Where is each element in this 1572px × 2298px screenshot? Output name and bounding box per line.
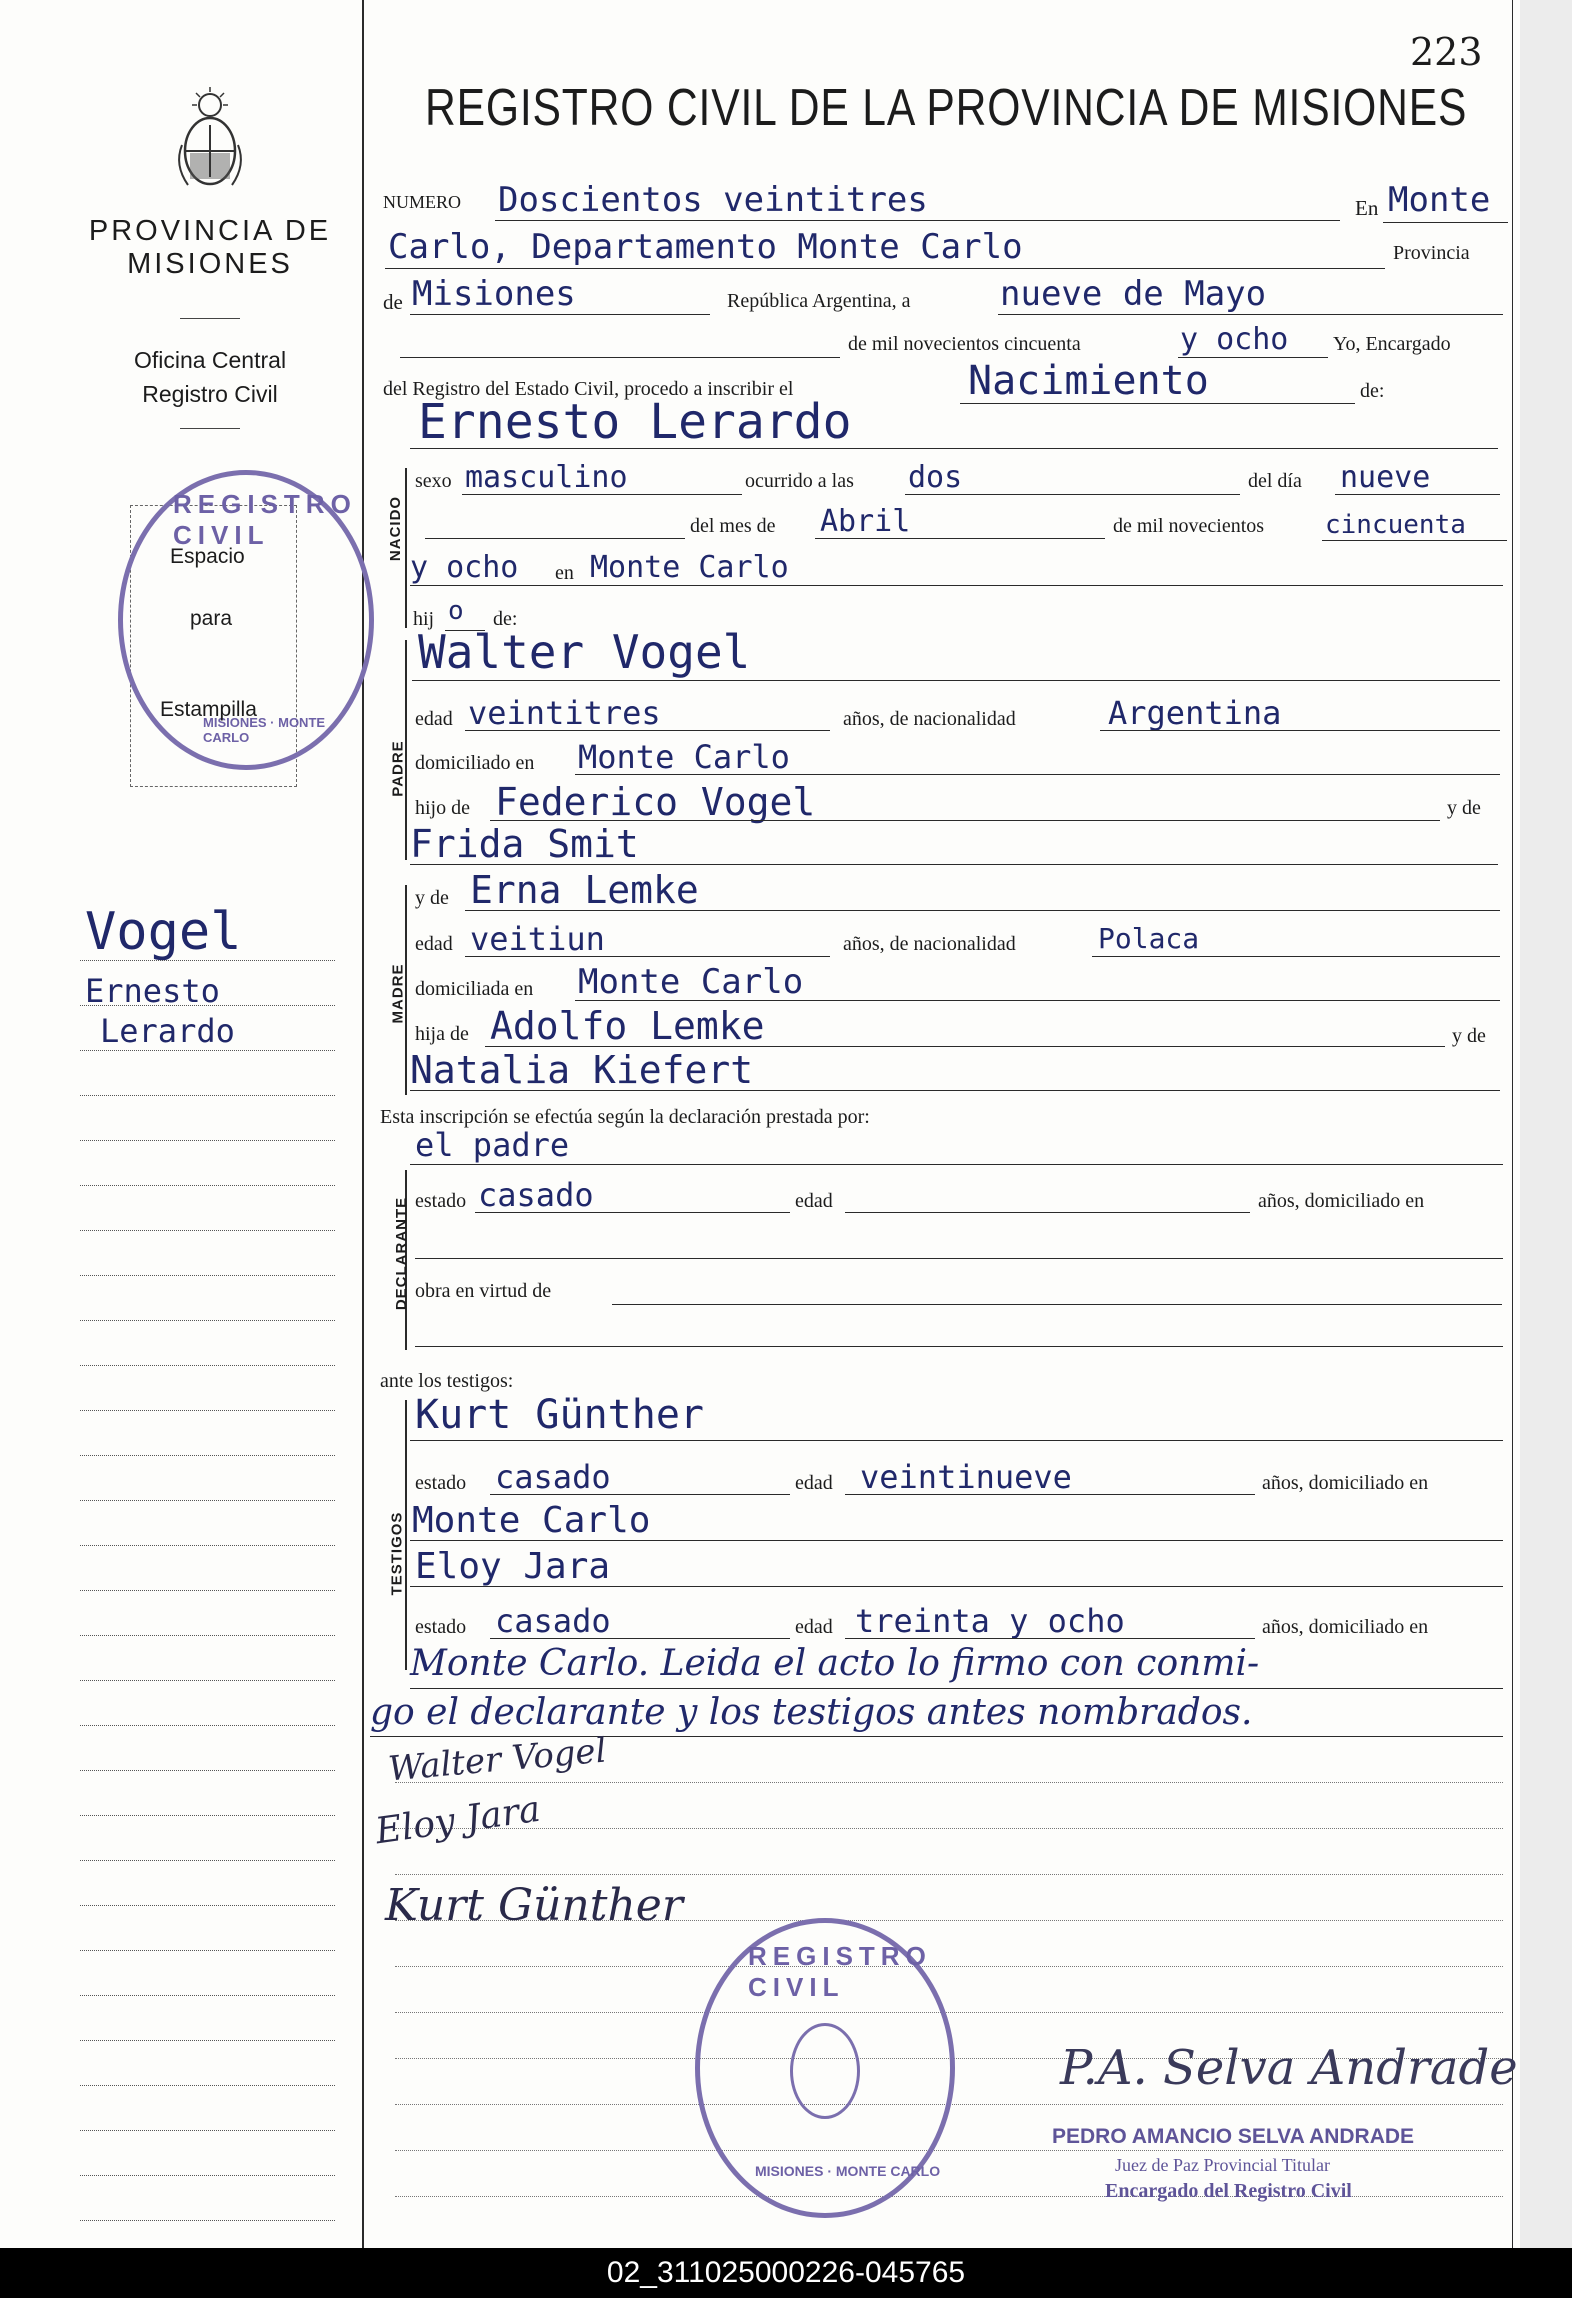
signature-kurt-gunther: Kurt Günther [385, 1880, 683, 1931]
field-padre-nombre: Walter Vogel [418, 625, 751, 679]
official-title1: Juez de Paz Provincial Titular [1115, 2155, 1330, 2175]
line-numero [495, 220, 1340, 221]
line-cierre1 [410, 1688, 1503, 1689]
line-madre-edad [465, 956, 830, 957]
province-line1: PROVINCIA DE [88, 215, 332, 247]
line-nombre [410, 448, 1498, 449]
section-label-testigos: TESTIGOS [388, 1511, 406, 1596]
stub-divider [180, 318, 240, 319]
line-madre-padre [485, 1046, 1445, 1047]
label-madre-y-de: y de [415, 887, 449, 909]
line-declarante-estado [475, 1212, 790, 1213]
line-testigo1 [410, 1440, 1503, 1441]
line-lugar2 [385, 268, 1385, 269]
field-padre-padre: Federico Vogel [495, 780, 816, 824]
stamp-label-espacio: Espacio [170, 545, 245, 568]
field-madre-padre: Adolfo Lemke [490, 1004, 765, 1048]
registry-seal-stamp [118, 470, 374, 770]
field-madre-dom: Monte Carlo [578, 962, 804, 1002]
label-padre-y-de: y de [1447, 797, 1481, 819]
line-madre-nombre [465, 910, 1500, 911]
field-nombre-nacido: Ernesto Lerardo [418, 394, 852, 450]
line-declarante [410, 1164, 1503, 1165]
label-republica: República Argentina, a [727, 290, 911, 312]
office-line1: Oficina Central [133, 347, 287, 373]
label-de-colon: de: [1360, 380, 1385, 402]
label-en-lower: en [555, 562, 574, 584]
stamp-label-para: para [190, 607, 233, 630]
field-dia: nueve [1340, 460, 1431, 495]
label-declarante-estado: estado [415, 1190, 467, 1212]
document-title: REGISTRO CIVIL DE LA PROVINCIA DE MISIONES [425, 79, 1468, 137]
field-testigo2-edad: treinta y ocho [855, 1602, 1125, 1640]
field-padre-edad: veintitres [468, 694, 661, 732]
label-declarante-edad: edad [795, 1190, 833, 1212]
label-yo-encargado: Yo, Encargado [1333, 333, 1451, 355]
registry-seal-stamp-bottom [695, 1918, 955, 2218]
field-padre-dom: Monte Carlo [578, 738, 790, 776]
field-provincia: Misiones [412, 274, 576, 314]
field-acto: Nacimiento [968, 358, 1209, 404]
line-testigo1-dom [410, 1540, 1503, 1541]
section-bar-nacido [405, 468, 407, 628]
signature-walter-vogel: Walter Vogel [386, 1730, 608, 1790]
field-cierre2: go el declarante y los testigos antes nombrados. [370, 1692, 1253, 1733]
label-padre-dom: domiciliado en [415, 752, 535, 774]
label-madre-edad: edad [415, 933, 453, 955]
stub-divider [180, 428, 240, 429]
line-padre-padre [490, 820, 1440, 821]
label-esta-inscripcion: Esta inscripción se efectúa según la declaración prestada por: [380, 1106, 870, 1128]
label-sexo: sexo [415, 470, 452, 492]
label-testigo2-estado: estado [415, 1616, 467, 1638]
field-madre-edad: veitiun [470, 920, 605, 958]
label-padre-hijo-de: hijo de [415, 797, 470, 819]
label-madre-dom: domiciliada en [415, 978, 534, 1000]
label-testigo1-edad: edad [795, 1472, 833, 1494]
field-madre-nac: Polaca [1098, 922, 1200, 955]
line-obra2 [415, 1346, 1503, 1347]
line-obra [612, 1304, 1502, 1305]
line-declarante-domicilio [415, 1258, 1503, 1259]
footer-code: 02_311025000226-045765 [606, 2256, 966, 2289]
folio-number: 223 [1410, 30, 1483, 74]
line-madre-dom [575, 1000, 1500, 1001]
label-declarante-domiciliado: años, domiciliado en [1258, 1190, 1425, 1212]
line-declarante-edad [845, 1212, 1250, 1213]
line-padre-nombre [412, 680, 1500, 681]
field-testigo2-estado: casado [495, 1602, 611, 1640]
footer-code-bar [0, 2248, 1572, 2298]
line-blank-nacido [425, 538, 685, 539]
signature-official: P.A. Selva Andrade [1060, 2040, 1518, 2096]
label-testigo2-edad: edad [795, 1616, 833, 1638]
field-testigo1-dom: Monte Carlo [412, 1500, 651, 1541]
label-ante-testigos: ante los testigos: [380, 1370, 514, 1392]
official-name: PEDRO AMANCIO SELVA ANDRADE [1052, 2125, 1415, 2148]
field-mes: Abril [820, 504, 911, 539]
line-padre-edad [465, 730, 830, 731]
line-lugar-nac [410, 585, 1503, 586]
field-lugar2: Carlo, Departamento Monte Carlo [388, 227, 1023, 267]
label-del-dia: del día [1248, 470, 1302, 492]
field-testigo1: Kurt Günther [415, 1392, 704, 1438]
office-line2: Registro Civil [142, 381, 278, 407]
label-testigo1-estado: estado [415, 1472, 467, 1494]
field-madre-madre: Natalia Kiefert [410, 1048, 754, 1092]
label-testigo1-domiciliado: años, domiciliado en [1262, 1472, 1429, 1494]
label-padre-edad: edad [415, 708, 453, 730]
province-line2: MISIONES [127, 248, 293, 280]
section-label-padre: PADRE [389, 740, 407, 797]
label-madre-nac: años, de nacionalidad [843, 933, 1016, 955]
stub-separator [362, 0, 364, 2248]
line-madre-madre [410, 1090, 1500, 1091]
label-de: de [383, 290, 403, 314]
line-testigo2-edad [845, 1638, 1255, 1639]
official-title2: Encargado del Registro Civil [1105, 2180, 1352, 2202]
field-anio: y ocho [1180, 322, 1289, 357]
label-provincia: Provincia [1393, 242, 1470, 264]
field-fecha: nueve de Mayo [1000, 274, 1267, 314]
label-testigo2-domiciliado: años, domiciliado en [1262, 1616, 1429, 1638]
line-testigo1-estado [490, 1494, 790, 1495]
page-right-border [1512, 0, 1513, 2248]
line-testigo2-estado [490, 1638, 790, 1639]
stub-name1: Ernesto [85, 972, 220, 1010]
seal-bottom-text: MISIONES · MONTE CARLO [203, 715, 326, 745]
line-lugar1 [1383, 222, 1508, 223]
line-padre-madre [410, 864, 1498, 865]
line-acto [960, 403, 1355, 404]
field-anio-nac1: cincuenta [1325, 510, 1466, 540]
line-dia [1335, 494, 1500, 495]
line-anio-nac1 [1322, 540, 1507, 541]
seal-bottom-top-text: REGISTRO CIVIL [748, 1941, 932, 2002]
field-sexo: masculino [465, 460, 628, 495]
signature-eloy-jara: Eloy Jara [372, 1788, 543, 1853]
label-numero: NUMERO [383, 192, 462, 212]
section-label-madre: MADRE [389, 963, 407, 1024]
line-padre-dom [575, 774, 1500, 775]
field-testigo1-estado: casado [495, 1458, 611, 1496]
field-lugar1: Monte [1388, 180, 1491, 220]
seal-coat-icon [790, 2023, 860, 2119]
field-madre-nombre: Erna Lemke [470, 868, 699, 912]
label-madre-y-de2: y de [1452, 1025, 1486, 1047]
coat-of-arms-icon [168, 85, 252, 195]
seal-bottom-text2: MISIONES · MONTE CARLO [755, 2163, 941, 2179]
field-hijo-sufijo: o [448, 596, 464, 626]
field-padre-madre: Frida Smit [410, 822, 639, 866]
line-fecha [998, 314, 1503, 315]
line-hora [905, 494, 1240, 495]
label-del-mes: del mes de [690, 515, 776, 537]
line-sexo [462, 494, 742, 495]
field-anio-nac2: y ocho [410, 550, 519, 585]
line-madre-nac [1092, 956, 1500, 957]
field-declarante: el padre [415, 1126, 570, 1164]
stub-surname: Vogel [85, 902, 242, 962]
page-margin [1520, 0, 1572, 2248]
field-numero: Doscientos veintitres [498, 180, 928, 220]
field-padre-nac: Argentina [1108, 694, 1282, 732]
field-testigo2: Eloy Jara [415, 1546, 611, 1587]
label-ocurrido: ocurrido a las [745, 470, 854, 492]
line-provincia [410, 314, 710, 315]
label-del-registro: del Registro del Estado Civil, procedo a inscribir el [383, 378, 794, 400]
label-de-mil-novecientos: de mil novecientos [1113, 515, 1265, 537]
label-en: En [1355, 196, 1379, 220]
field-lugar-nac: Monte Carlo [590, 550, 789, 585]
seal-top-text: REGISTRO CIVIL [173, 489, 357, 550]
line-testigo2 [410, 1586, 1503, 1587]
field-hora: dos [908, 460, 963, 495]
label-de-mil: de mil novecientos cincuenta [848, 333, 1081, 355]
line-testigo1-edad [845, 1494, 1255, 1495]
label-madre-hija-de: hija de [415, 1023, 469, 1045]
label-hij: hij [413, 608, 435, 630]
line-mes [815, 538, 1105, 539]
field-declarante-estado: casado [478, 1176, 594, 1214]
label-obra: obra en virtud de [415, 1280, 552, 1302]
line-padre-nac [1100, 730, 1500, 731]
section-label-nacido: NACIDO [387, 495, 405, 562]
label-de-colon2: de: [493, 608, 518, 630]
stub-province [60, 215, 360, 281]
label-padre-nac: años, de nacionalidad [843, 708, 1016, 730]
stamp-label-estampilla: Estampilla [160, 698, 257, 721]
field-cierre1: Monte Carlo. Leida el acto lo firmo con conmi- [410, 1643, 1260, 1684]
stub-name2: Lerardo [100, 1012, 235, 1050]
line-blank-row4 [400, 357, 840, 358]
section-label-declarante: DECLARANTE [393, 1196, 411, 1311]
stub-office [60, 343, 360, 411]
field-testigo1-edad: veintinueve [860, 1458, 1072, 1496]
